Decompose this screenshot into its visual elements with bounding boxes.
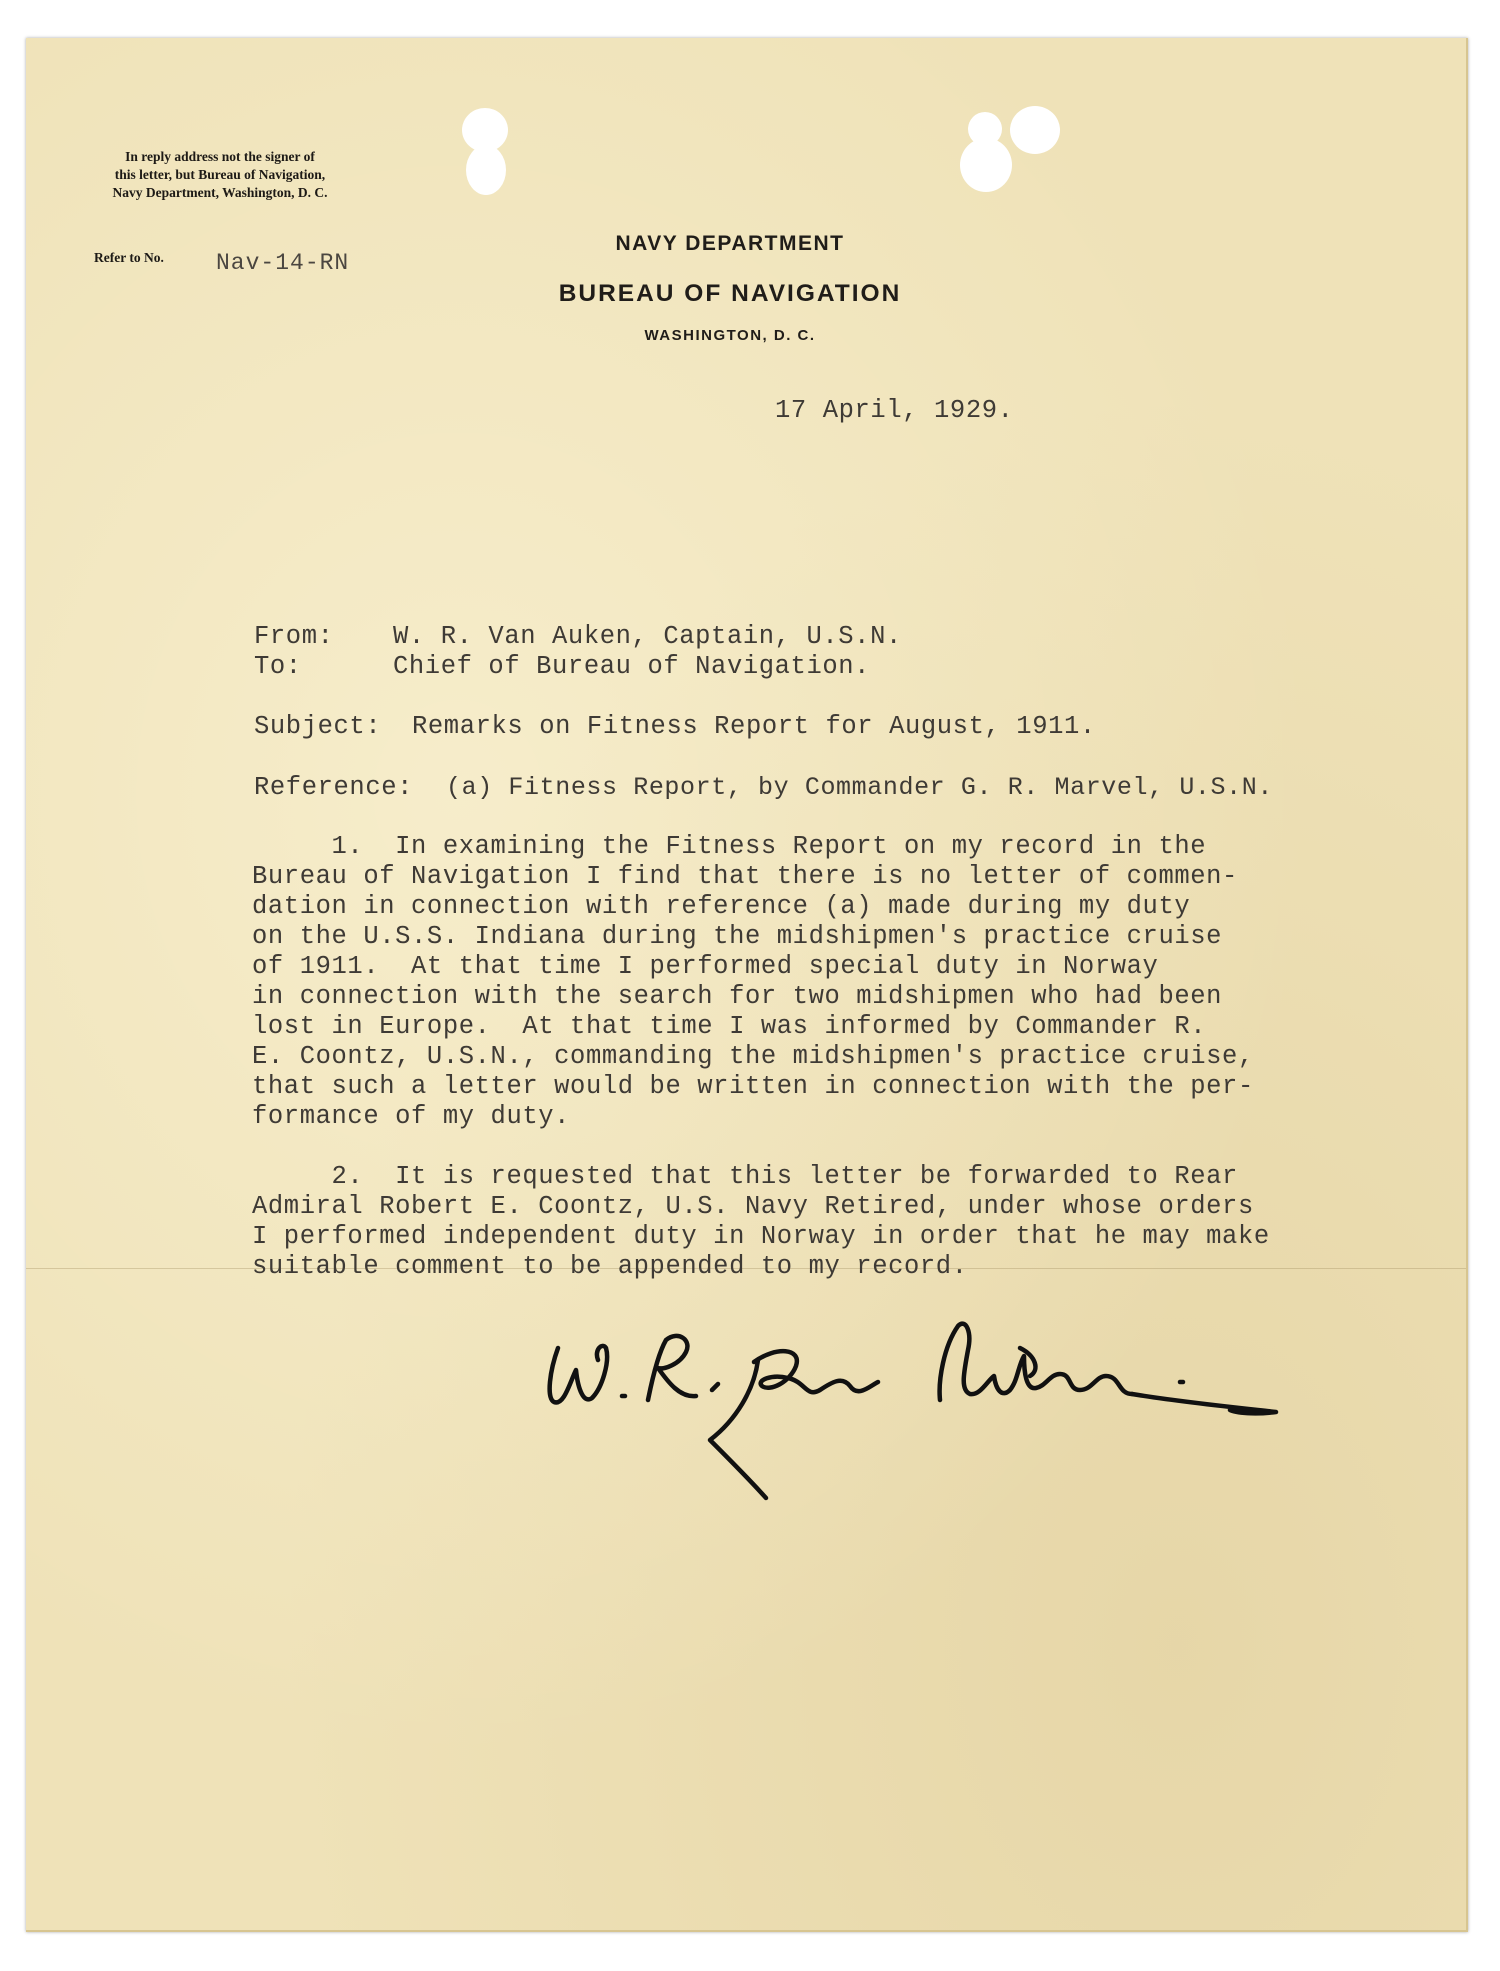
body-line: 2. It is requested that this letter be forwarded to Rear — [252, 1162, 1238, 1191]
letterhead-bureau: BUREAU OF NAVIGATION — [558, 280, 902, 307]
body-line: lost in Europe. At that time I was informed by Commander R. — [252, 1012, 1207, 1041]
signature-image — [540, 1290, 1280, 1520]
body-line: in connection with the search for two midshipmen who had been — [252, 982, 1223, 1011]
body-line: formance of my duty. — [252, 1102, 571, 1131]
punch-hole-right-top — [968, 112, 1002, 146]
body-line: that such a letter would be written in connection with the per- — [252, 1072, 1254, 1101]
body-line: suitable comment to be appended to my record. — [252, 1252, 968, 1281]
punch-hole-right-lower — [960, 138, 1012, 192]
subject-label: Subject: — [254, 712, 382, 741]
body-line: I performed independent duty in Norway in order that he may make — [252, 1222, 1270, 1251]
reply-note-line: In reply address not the signer of — [125, 149, 315, 164]
punch-hole-right — [1010, 106, 1060, 154]
to-label: To: — [254, 652, 302, 681]
reply-instructions — [50, 148, 390, 202]
body-line: Admiral Robert E. Coontz, U.S. Navy Retired, under whose orders — [252, 1192, 1254, 1221]
punch-hole-left-lower — [466, 145, 506, 195]
reference-label: Reference: — [254, 773, 414, 802]
body-line: on the U.S.S. Indiana during the midshipmen's practice cruise — [252, 922, 1223, 951]
from-label: From: — [254, 622, 334, 651]
body-line: Bureau of Navigation I find that there is no letter of commen- — [252, 862, 1238, 891]
from-value: W. R. Van Auken, Captain, U.S.N. — [393, 622, 902, 651]
refer-label: Refer to No. — [94, 250, 164, 265]
reference-value: (a) Fitness Report, by Commander G. R. Marvel, U.S.N. — [446, 773, 1273, 802]
body-line: of 1911. At that time I performed special duty in Norway — [252, 952, 1159, 981]
letterhead-city: WASHINGTON, D. C. — [644, 327, 816, 344]
subject-value: Remarks on Fitness Report for August, 1911. — [412, 712, 1096, 741]
reply-note-line: Navy Department, Washington, D. C. — [112, 185, 328, 200]
body-line: E. Coontz, U.S.N., commanding the midshipmen's practice cruise, — [252, 1042, 1254, 1071]
reply-note-line: this letter, but Bureau of Navigation, — [114, 167, 326, 182]
refer-number: Nav-14-RN — [216, 250, 350, 276]
body-line: 1. In examining the Fitness Report on my record in the — [252, 832, 1207, 861]
body-line: dation in connection with reference (a) made during my duty — [252, 892, 1191, 921]
to-value: Chief of Bureau of Navigation. — [393, 652, 871, 681]
letterhead-department: NAVY DEPARTMENT — [615, 232, 845, 255]
letter-date: 17 April, 1929. — [775, 396, 1014, 425]
